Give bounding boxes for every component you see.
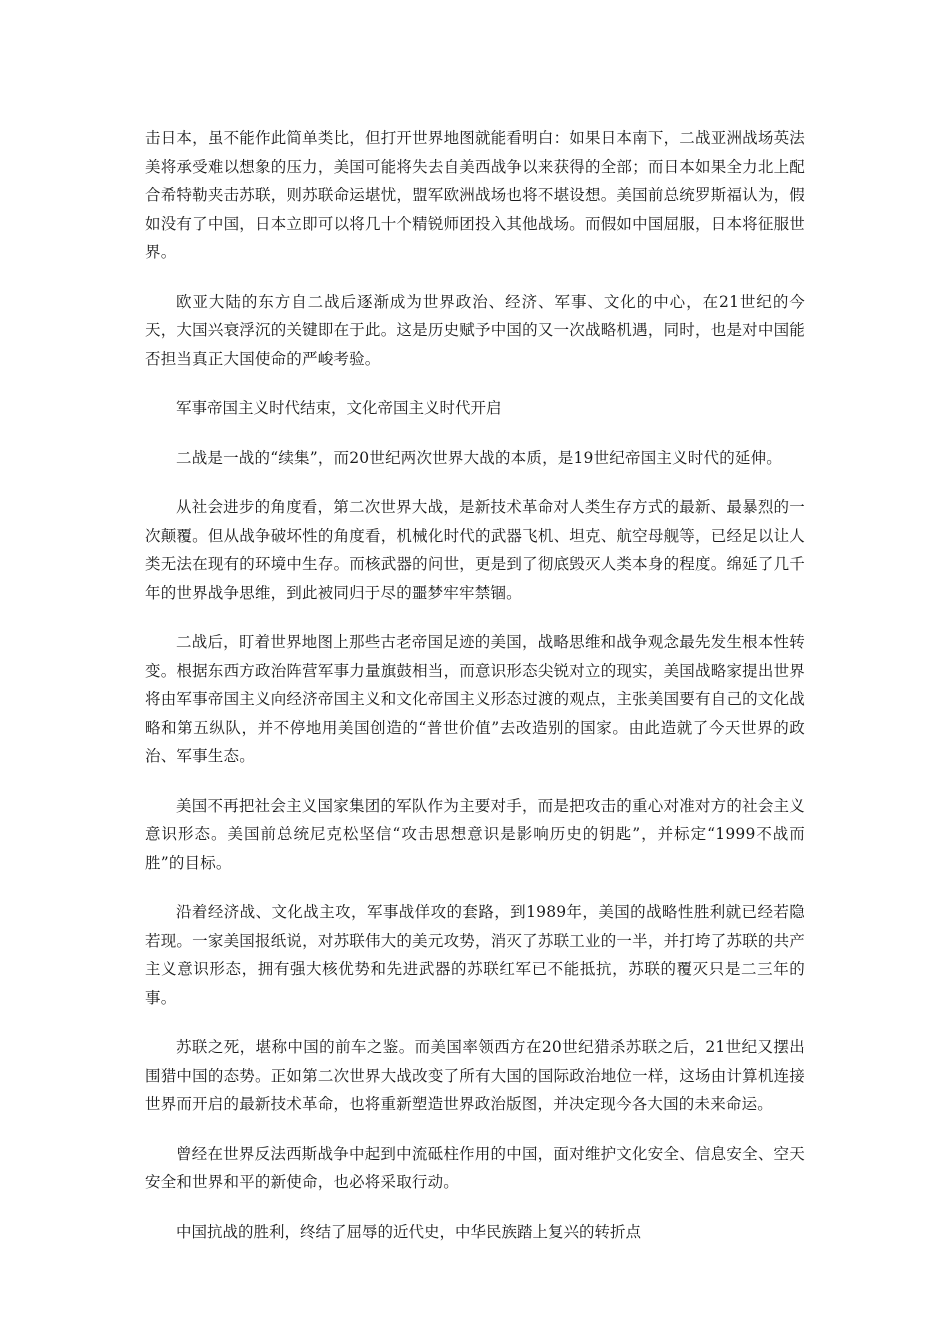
paragraph-2: 欧亚大陆的东方自二战后逐渐成为世界政治、经济、军事、文化的中心，在21世纪的今天，大国兴衰浮沉的关键即在于此。这是历史赋予中国的又一次战略机遇，同时，也是对中国能否担当真正大国使命的严峻考验。 xyxy=(145,292,805,368)
paragraph-3: 二战是一战的“续集”，而20世纪两次世界大战的本质，是19世纪帝国主义时代的延伸。 xyxy=(176,448,782,467)
paragraph-9: 曾经在世界反法西斯战争中起到中流砥柱作用的中国，面对维护文化安全、信息安全、空天安全和世界和平的新使命，也必将采取行动。 xyxy=(145,1144,805,1191)
paragraph-4: 从社会进步的角度看，第二次世界大战，是新技术革命对人类生存方式的最新、最暴烈的一次颠覆。但从战争破坏性的角度看，机械化时代的武器飞机、坦克、航空母舰等，已经足以让人类无法在现有的环境中生存。而核武器的问世，更是到了彻底毁灭人类本身的程度。绵延了几千年的世界战争思维，到此被同归于尽的噩梦牢牢禁锢。 xyxy=(145,498,805,602)
section-heading-1: 军事帝国主义时代结束，文化帝国主义时代开启 xyxy=(176,399,502,417)
paragraph-6: 美国不再把社会主义国家集团的军队作为主要对手，而是把攻击的重心对准对方的社会主义意识形态。美国前总统尼克松坚信“攻击思想意识是影响历史的钥匙”，并标定“1999不战而胜”的目标。 xyxy=(145,796,805,872)
document-page xyxy=(145,124,805,1267)
paragraph-5: 二战后，盯着世界地图上那些古老帝国足迹的美国，战略思维和战争观念最先发生根本性转变。根据东西方政治阵营军事力量旗鼓相当，而意识形态尖锐对立的现实，美国战略家提出世界将由军事帝国主义向经济帝国主义和文化帝国主义形态过渡的观点，主张美国要有自己的文化战略和第五纵队，并不停地用美国创造的“普世价值”去改造别的国家。由此造就了今天世界的政治、军事生态。 xyxy=(145,633,805,765)
paragraph-7: 沿着经济战、文化战主攻，军事战佯攻的套路，到1989年，美国的战略性胜利就已经若隐若现。一家美国报纸说，对苏联伟大的美元攻势，消灭了苏联工业的一半，并打垮了苏联的共产主义意识形态，拥有强大核优势和先进武器的苏联红军已不能抵抗，苏联的覆灭只是二三年的事。 xyxy=(145,903,805,1007)
paragraph-1: 击日本，虽不能作此简单类比，但打开世界地图就能看明白：如果日本南下，二战亚洲战场英法美将承受难以想象的压力，美国可能将失去自美西战争以来获得的全部；而日本如果全力北上配合希特勒夹击苏联，则苏联命运堪忧，盟军欧洲战场也将不堪设想。美国前总统罗斯福认为，假如没有了中国，日本立即可以将几十个精锐师团投入其他战场。而假如中国屈服，日本将征服世界。 xyxy=(145,129,805,261)
paragraph-8: 苏联之死，堪称中国的前车之鉴。而美国率领西方在20世纪猎杀苏联之后，21世纪又摆出围猎中国的态势。正如第二次世界大战改变了所有大国的国际政治地位一样，这场由计算机连接世界而开启的最新技术革命，也将重新塑造世界政治版图，并决定现今各大国的未来命运。 xyxy=(145,1038,805,1113)
section-heading-2: 中国抗战的胜利，终结了屈辱的近代史，中华民族踏上复兴的转折点 xyxy=(176,1222,642,1241)
